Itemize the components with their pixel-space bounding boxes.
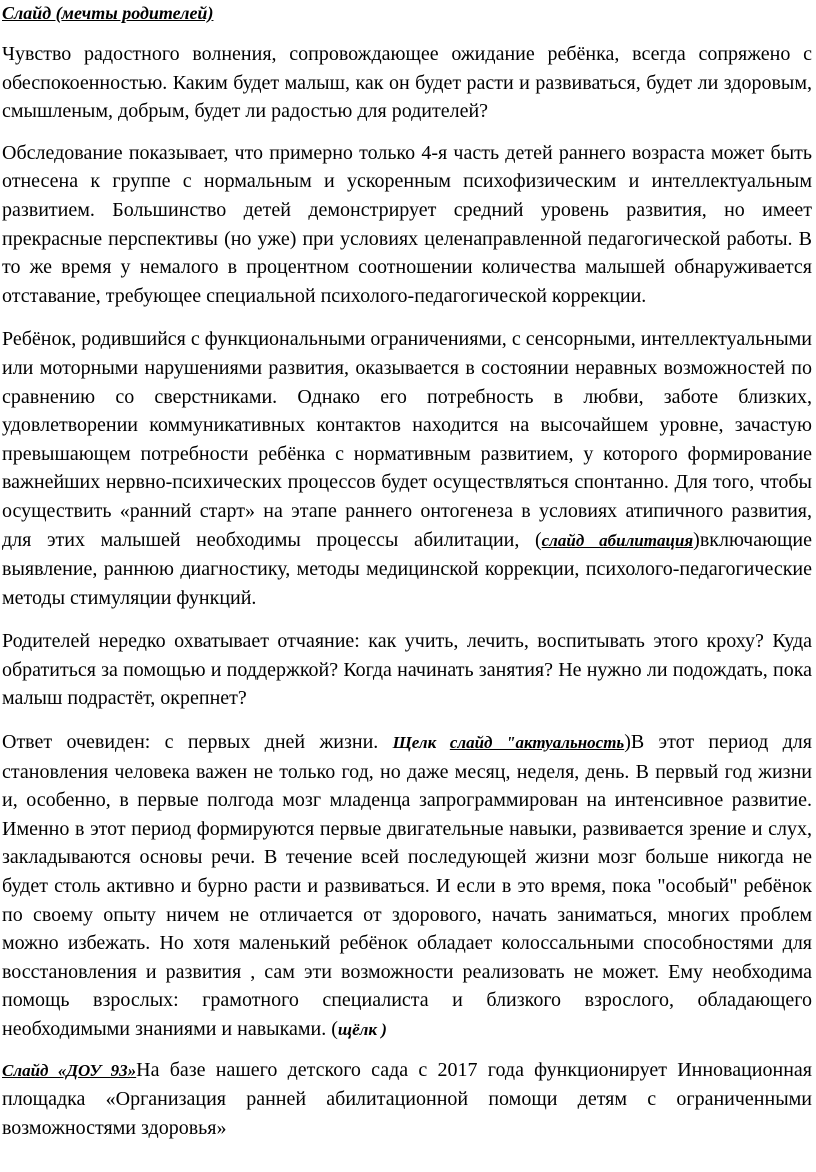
slide-relevance-marker: слайд "актуальность bbox=[449, 733, 625, 753]
click-marker-end: щёлк ) bbox=[337, 1020, 387, 1039]
click-marker: Щелк bbox=[392, 733, 450, 753]
habilitation-text-start: Ребёнок, родившийся с функциональными ограничениями, с сенсорными, интеллектуальными или моторными нарушениями развития, оказывается в состоянии неравных возможностей по сравнению со сверстниками. Однако его потребность в любви, заботе близких, удовлетворении коммуникативных контактов находится на высочайшем уровне, зачастую превышающем потребности ребёнка с нормативным развитием, у которого формирование важнейших нервно-психических процессов будет осуществляться спонтанно. Для того, чтобы осуществить «ранний старт» на этапе раннего онтогенеза в условиях атипичного развития, для этих малышей необходимы процессы абилитации, ( bbox=[2, 328, 812, 551]
paragraph-parents-dreams: Чувство радостного волнения, сопровождающее ожидание ребёнка, всегда сопряжено с обеспокоенностью. Каким будет малыш, как он будет расти и развиваться, будет ли здоровым, смышленым, добрым, будет ли радостью для родителей? bbox=[2, 43, 812, 123]
paragraph-parents-despair: Родителей нередко охватывает отчаяние: как учить, лечить, воспитывать этого кроху? Куда обратиться за помощью и поддержкой? Когда начинать занятия? Не нужно ли подождать, пока малыш подрастёт, окрепнет? bbox=[2, 630, 812, 710]
answer-text-start: Ответ очевиден: с первых дней жизни. bbox=[2, 731, 393, 754]
paragraph-habilitation bbox=[2, 325, 812, 612]
answer-text-end: )В этот период для становления человека важен не только год, но даже месяц, неделя, день. В первый год жизни и, особенно, в первые полгода мозг младенца запрограммирован на интенсивное развитие. Именно в этот период формируются первые двигательные навыки, развивается зрение и слух, закладываются основы речи. В течение всей последующей жизни мозг больше никогда не будет столь активно и бурно расти и развиваться. И если в это время, пока "особый" ребёнок по своему опыту ничем не отличается от здорового, начать заниматься, многих проблем можно избежать. Но хотя маленький ребёнок обладает колоссальными способностями для восстановления и развития , сам эти возможности реализовать не может. Ему необходима помощь взрослых: грамотного специалиста и близкого взрослого, обладающего необходимыми знаниями и навыками. ( bbox=[2, 731, 812, 1040]
slide-dou-marker: Слайд «ДОУ 93» bbox=[2, 1060, 137, 1080]
paragraph-answer bbox=[2, 728, 812, 1045]
slide-heading: Слайд (мечты родителей) bbox=[2, 3, 214, 23]
habilitation-text-end: )включающие выявление, раннюю диагностику, методы медицинской коррекции, психолого-педагогические методы стимуляции функций. bbox=[2, 528, 812, 609]
kindergarten-text: На базе нашего детского сада с 2017 года функционирует Инновационная площадка «Организация ранней абилитационной помощи детям с ограниченными возможностями здоровья» bbox=[2, 1058, 812, 1139]
paragraph-kindergarten bbox=[2, 1056, 812, 1143]
paragraph-survey: Обследование показывает, что примерно только 4-я часть детей раннего возраста может быть отнесена к группе с нормальным и ускоренным психофизическим и интеллектуальным развитием. Большинство детей демонстрирует средний уровень развития, но имеет прекрасные перспективы (но уже) при условиях целенаправленной педагогической работы. В то же время у немалого в процентном соотношении количества малышей обнаруживается отставание, требующее специальной психолого-педагогической коррекции. bbox=[2, 141, 812, 307]
slide-habilitation-marker: слайд абилитация bbox=[541, 530, 694, 550]
